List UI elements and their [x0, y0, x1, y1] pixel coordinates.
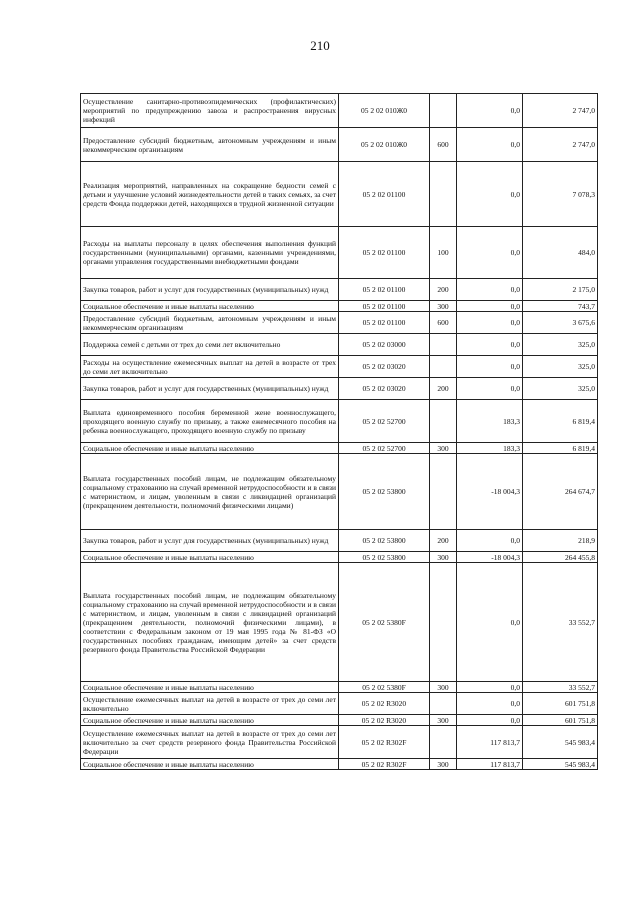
row-expense-type	[430, 94, 457, 128]
table-row	[81, 530, 598, 552]
row-expense-type: 600	[430, 312, 457, 334]
row-description: Реализация мероприятий, направленных на сокращение бедности семей с детьми и улучшение условий жизнедеятельности детей в таких семьях, за счет средств Фонда поддержки детей, находящихся в трудной жизненной ситуации	[81, 162, 339, 227]
row-amount-total: 325,0	[523, 334, 598, 356]
row-target-code: 05 2 02 53800	[339, 530, 430, 552]
table-row	[81, 279, 598, 301]
table-row	[81, 400, 598, 443]
row-description: Расходы на осуществление ежемесячных выплат на детей в возрасте от трех до семи лет включительно	[81, 356, 339, 378]
row-target-code: 05 2 02 53800	[339, 454, 430, 530]
row-expense-type: 300	[430, 552, 457, 563]
table-row	[81, 378, 598, 400]
row-target-code: 05 2 02 010Ж0	[339, 94, 430, 128]
row-amount-change: 0,0	[457, 94, 523, 128]
row-target-code: 05 2 02 01100	[339, 279, 430, 301]
row-target-code: 05 2 02 03020	[339, 378, 430, 400]
row-amount-total: 545 983,4	[523, 759, 598, 770]
row-amount-total: 33 552,7	[523, 682, 598, 693]
row-description: Расходы на выплаты персоналу в целях обеспечения выполнения функций государственными (муниципальными) органами, казенными учреждениями, органами управления государственными внебюджетными фондами	[81, 227, 339, 279]
row-target-code: 05 2 02 R302F	[339, 759, 430, 770]
row-expense-type	[430, 726, 457, 759]
row-target-code: 05 2 02 52700	[339, 400, 430, 443]
row-description: Социальное обеспечение и иные выплаты населению	[81, 759, 339, 770]
page-number: 210	[310, 38, 330, 53]
row-amount-change: 0,0	[457, 563, 523, 682]
row-amount-change: 0,0	[457, 334, 523, 356]
row-expense-type	[430, 693, 457, 715]
row-amount-change: 0,0	[457, 530, 523, 552]
row-description: Социальное обеспечение и иные выплаты населению	[81, 301, 339, 312]
row-description: Выплата государственных пособий лицам, не подлежащим обязательному социальному страхованию на случай временной нетрудоспособности и в связи с материнством, и лицам, уволенным в связи с ликвидацией организаций (прекращением деятельности, полномочий физическими лицами), в соответствии с Федеральным законом от 19 мая 1995 года № 81-ФЗ «О государственных пособиях гражданам, имеющим детей» за счет средств резервного фонда Правительства Российской Федерации	[81, 563, 339, 682]
row-amount-change: 0,0	[457, 715, 523, 726]
row-amount-total: 264 455,8	[523, 552, 598, 563]
row-target-code: 05 2 02 01100	[339, 312, 430, 334]
table-row	[81, 94, 598, 128]
row-amount-total: 2 175,0	[523, 279, 598, 301]
table-row	[81, 334, 598, 356]
row-amount-change: 0,0	[457, 378, 523, 400]
row-amount-change: 0,0	[457, 279, 523, 301]
table-row	[81, 454, 598, 530]
row-amount-change: -18 004,3	[457, 552, 523, 563]
row-amount-change: 117 813,7	[457, 726, 523, 759]
row-description: Выплата единовременного пособия беременной жене военнослужащего, проходящего военную службу по призыву, а также ежемесячного пособия на ребенка военнослужащего, проходящего военную службу по призыву	[81, 400, 339, 443]
row-amount-change: -18 004,3	[457, 454, 523, 530]
row-amount-change: 0,0	[457, 356, 523, 378]
row-description: Социальное обеспечение и иные выплаты населению	[81, 552, 339, 563]
row-target-code: 05 2 02 R302F	[339, 726, 430, 759]
row-amount-change: 0,0	[457, 162, 523, 227]
row-amount-total: 6 819,4	[523, 400, 598, 443]
row-amount-change: 0,0	[457, 227, 523, 279]
row-expense-type: 200	[430, 530, 457, 552]
table-row	[81, 726, 598, 759]
row-target-code: 05 2 02 R3020	[339, 715, 430, 726]
row-expense-type: 300	[430, 682, 457, 693]
row-target-code: 05 2 02 R3020	[339, 693, 430, 715]
row-amount-change: 0,0	[457, 128, 523, 162]
row-amount-change: 183,3	[457, 443, 523, 454]
row-description: Выплата государственных пособий лицам, не подлежащим обязательному социальному страхованию на случай временной нетрудоспособности и в связи с материнством, и лицам, уволенным в связи с ликвидацией организаций (прекращением деятельности, полномочий физическими лицами)	[81, 454, 339, 530]
budget-table-body	[81, 94, 598, 770]
row-amount-total: 325,0	[523, 356, 598, 378]
row-description: Осуществление санитарно-противоэпидемических (профилактических) мероприятий по предупреждению завоза и распространения вирусных инфекций	[81, 94, 339, 128]
row-target-code: 05 2 02 01100	[339, 227, 430, 279]
row-amount-total: 601 751,8	[523, 693, 598, 715]
row-amount-total: 264 674,7	[523, 454, 598, 530]
row-amount-change: 117 813,7	[457, 759, 523, 770]
row-target-code: 05 2 02 5380F	[339, 682, 430, 693]
row-expense-type	[430, 334, 457, 356]
table-row	[81, 693, 598, 715]
row-target-code: 05 2 02 03000	[339, 334, 430, 356]
row-expense-type	[430, 454, 457, 530]
row-expense-type: 200	[430, 279, 457, 301]
row-amount-total: 484,0	[523, 227, 598, 279]
row-description: Предоставление субсидий бюджетным, автономным учреждениям и иным некоммерческим организациям	[81, 128, 339, 162]
row-amount-total: 743,7	[523, 301, 598, 312]
budget-table	[80, 93, 598, 770]
row-amount-change: 183,3	[457, 400, 523, 443]
row-amount-total: 2 747,0	[523, 128, 598, 162]
row-target-code: 05 2 02 5380F	[339, 563, 430, 682]
table-row	[81, 227, 598, 279]
row-amount-change: 0,0	[457, 301, 523, 312]
row-description: Социальное обеспечение и иные выплаты населению	[81, 715, 339, 726]
row-target-code: 05 2 02 010Ж0	[339, 128, 430, 162]
row-amount-total: 3 675,6	[523, 312, 598, 334]
row-description: Осуществление ежемесячных выплат на детей в возрасте от трех до семи лет включительно за счет средств резервного фонда Правительства Российской Федерации	[81, 726, 339, 759]
row-expense-type: 300	[430, 301, 457, 312]
table-row	[81, 128, 598, 162]
table-row	[81, 356, 598, 378]
row-target-code: 05 2 02 52700	[339, 443, 430, 454]
table-row	[81, 162, 598, 227]
table-row	[81, 443, 598, 454]
table-row	[81, 301, 598, 312]
row-target-code: 05 2 02 01100	[339, 301, 430, 312]
row-expense-type	[430, 162, 457, 227]
row-target-code: 05 2 02 53800	[339, 552, 430, 563]
table-row	[81, 552, 598, 563]
row-expense-type: 200	[430, 378, 457, 400]
row-description: Закупка товаров, работ и услуг для государственных (муниципальных) нужд	[81, 378, 339, 400]
row-expense-type	[430, 356, 457, 378]
row-expense-type: 100	[430, 227, 457, 279]
table-row	[81, 312, 598, 334]
row-amount-total: 33 552,7	[523, 563, 598, 682]
row-description: Социальное обеспечение и иные выплаты населению	[81, 682, 339, 693]
row-description: Поддержка семей с детьми от трех до семи лет включительно	[81, 334, 339, 356]
table-row	[81, 715, 598, 726]
row-expense-type	[430, 400, 457, 443]
row-amount-change: 0,0	[457, 693, 523, 715]
row-amount-total: 218,9	[523, 530, 598, 552]
row-amount-change: 0,0	[457, 682, 523, 693]
row-expense-type: 600	[430, 128, 457, 162]
table-row	[81, 759, 598, 770]
table-row	[81, 682, 598, 693]
row-expense-type	[430, 563, 457, 682]
table-row	[81, 563, 598, 682]
row-amount-total: 545 983,4	[523, 726, 598, 759]
row-amount-total: 7 078,3	[523, 162, 598, 227]
row-description: Закупка товаров, работ и услуг для государственных (муниципальных) нужд	[81, 279, 339, 301]
row-description: Закупка товаров, работ и услуг для государственных (муниципальных) нужд	[81, 530, 339, 552]
row-target-code: 05 2 02 01100	[339, 162, 430, 227]
row-target-code: 05 2 02 03020	[339, 356, 430, 378]
row-amount-total: 2 747,0	[523, 94, 598, 128]
row-expense-type: 300	[430, 759, 457, 770]
row-expense-type: 300	[430, 715, 457, 726]
row-amount-change: 0,0	[457, 312, 523, 334]
row-description: Социальное обеспечение и иные выплаты населению	[81, 443, 339, 454]
row-amount-total: 325,0	[523, 378, 598, 400]
row-description: Предоставление субсидий бюджетным, автономным учреждениям и иным некоммерческим организациям	[81, 312, 339, 334]
row-expense-type: 300	[430, 443, 457, 454]
row-amount-total: 6 819,4	[523, 443, 598, 454]
row-description: Осуществление ежемесячных выплат на детей в возрасте от трех до семи лет включительно	[81, 693, 339, 715]
row-amount-total: 601 751,8	[523, 715, 598, 726]
